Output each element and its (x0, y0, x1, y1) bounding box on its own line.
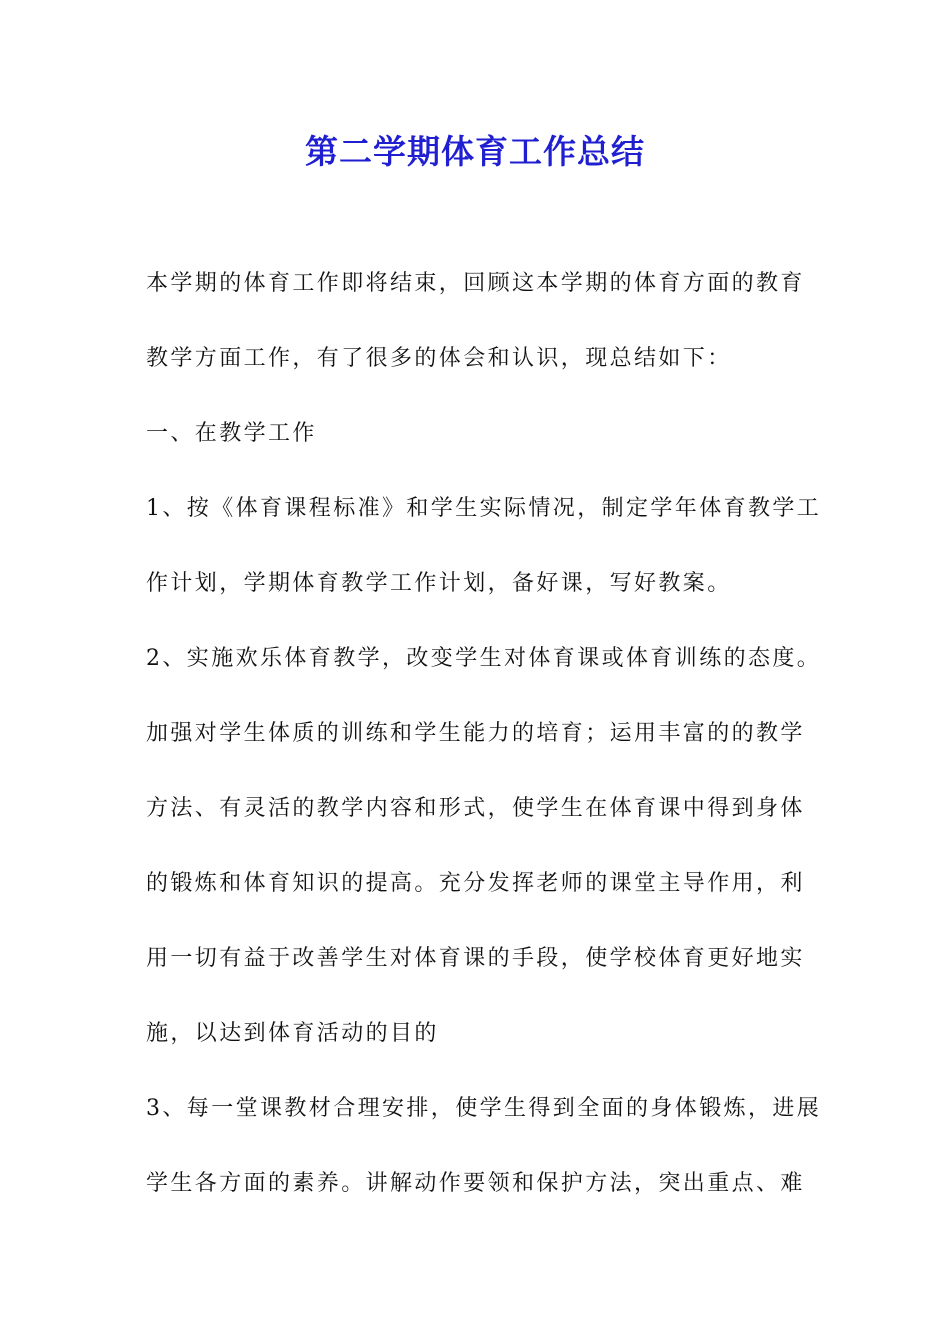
body-line: 用一切有益于改善学生对体育课的手段，使学校体育更好地实 (146, 946, 805, 971)
section-heading: 一、在教学工作 (146, 421, 317, 446)
body-line: 1、按《体育课程标准》和学生实际情况，制定学年体育教学工 (146, 496, 822, 521)
document-title: 第二学期体育工作总结 (305, 132, 645, 171)
body-line: 2、实施欢乐体育教学，改变学生对体育课或体育训练的态度。 (146, 646, 822, 671)
body-line: 本学期的体育工作即将结束，回顾这本学期的体育方面的教育 (146, 271, 805, 296)
body-line: 加强对学生体质的训练和学生能力的培育；运用丰富的的教学 (146, 721, 805, 746)
body-line: 教学方面工作，有了很多的体会和认识，现总结如下： (146, 346, 732, 371)
body-line: 方法、有灵活的教学内容和形式，使学生在体育课中得到身体 (146, 796, 805, 821)
body-line: 学生各方面的素养。讲解动作要领和保护方法，突出重点、难 (146, 1171, 805, 1196)
body-line: 作计划，学期体育教学工作计划，备好课，写好教案。 (146, 571, 732, 596)
body-line: 施，以达到体育活动的目的 (146, 1021, 439, 1046)
body-line: 3、每一堂课教材合理安排，使学生得到全面的身体锻炼，进展 (146, 1096, 822, 1121)
body-line: 的锻炼和体育知识的提高。充分发挥老师的课堂主导作用，利 (146, 871, 805, 896)
